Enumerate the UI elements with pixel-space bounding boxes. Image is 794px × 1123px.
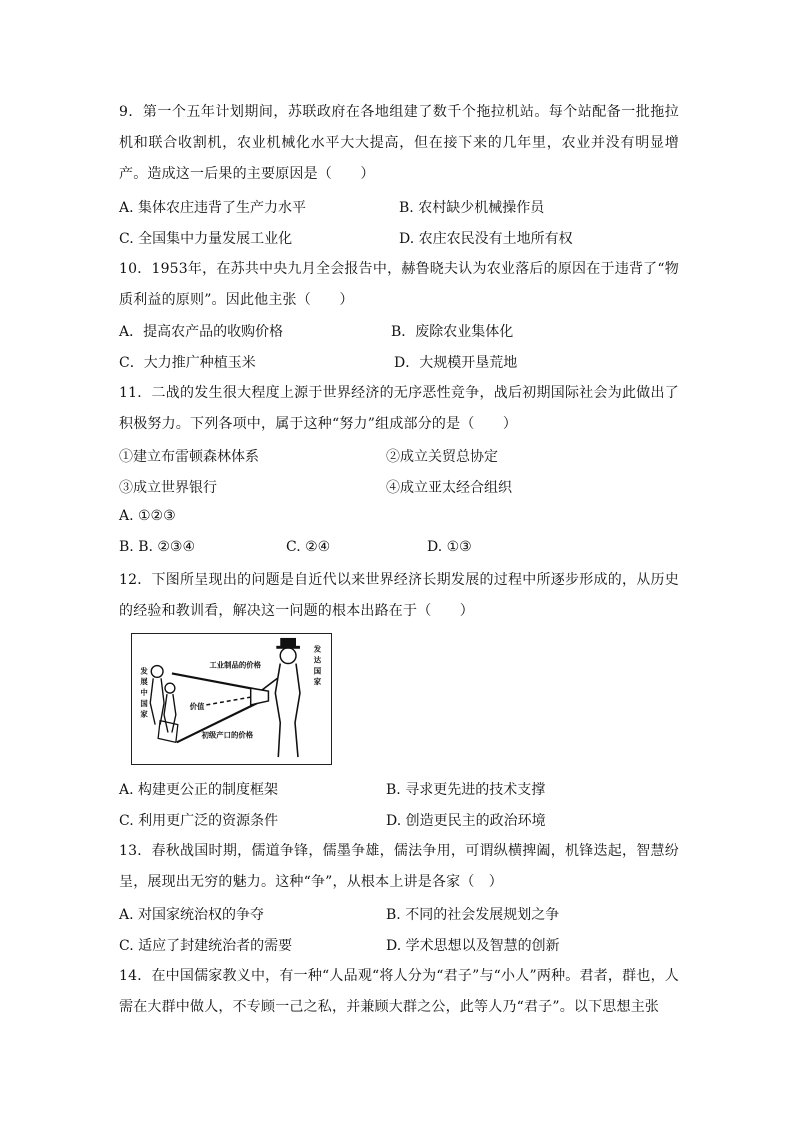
figure-label-developed: 发达国家 [313,644,322,687]
q11-item-2: ②成立关贸总协定 [386,449,498,465]
q9-option-d: D. 农庄农民没有土地所有权 [399,231,573,247]
q12-option-c: C. 利用更广泛的资源条件 [119,813,279,829]
q12-option-b: B. 寻求更先进的技术支撑 [386,782,546,798]
q10-option-c: C．大力推广种植玉米 [119,355,256,371]
q9-option-a: A. 集体农庄违背了生产力水平 [119,200,307,216]
question-10-stem: 10．1953年，在苏共中央九月全会报告中，赫鲁晓夫认为农业落后的原因在于违背了“物质利益的原则”。因此他主张（ ） [119,261,679,308]
q12-option-a: A. 构建更公正的制度框架 [119,782,279,798]
q11-item-4: ④成立亚太经合组织 [386,480,512,496]
q11-option-b: B. B. ②③④ [119,539,196,555]
figure-label-value: 价值 [189,701,205,711]
question-11-stem: 11．二战的发生很大程度上源于世界经济的无序恶性竞争，战后初期国际社会为此做出了积极努力。下列各项中，属于这种“努力”组成部分的是（ ） [119,385,679,432]
cartoon-drawing [132,634,331,764]
question-14-stem: 14．在中国儒家教义中，有一种“人品观“将人分为“君子”与“小人”两种。君者，群也，人需在大群中做人，不专顾一己之私，并兼顾大群之公，此等人乃“君子”。以下思想主张 [119,968,679,1015]
economy-cartoon-figure [131,633,332,765]
q11-item-1: ①建立布雷顿森林体系 [119,449,259,465]
q9-option-b: B. 农村缺少机械操作员 [399,200,545,216]
q13-option-d: D. 学术思想以及智慧的创新 [386,938,560,954]
q11-option-d: D. ①③ [427,539,472,555]
q13-option-b: B. 不同的社会发展规划之争 [386,907,560,923]
q10-option-b: B．废除农业集体化 [391,324,514,340]
q9-option-c: C. 全国集中力量发展工业化 [119,231,293,247]
question-12-stem: 12．下图所呈现出的问题是自近代以来世界经济长期发展的过程中所逐步形成的，从历史的经验和教训看，解决这一问题的根本出路在于（ ） [119,572,679,619]
figure-label-industrial-price: 工业制品的价格 [209,660,261,670]
q12-option-d: D. 创造更民主的政治环境 [386,813,546,829]
question-13-stem: 13．春秋战国时期，儒道争锋，儒墨争雄，儒法争用，可谓纵横捭阖，机锋迭起，智慧纷呈，展现出无穷的魅力。这种“争”，从根本上讲是各家（ ） [119,843,679,890]
q11-option-c: C. ②④ [286,539,331,555]
q10-option-d: D．大规模开垦荒地 [394,355,518,371]
figure-label-primary-price: 初级产口的价格 [201,730,254,740]
q10-option-a: A．提高农产品的收购价格 [119,324,284,340]
question-9-stem: 9．第一个五年计划期间，苏联政府在各地组建了数千个拖拉机站。每个站配备一批拖拉机和联合收割机，农业机械化水平大大提高，但在接下来的几年里，农业并没有明显增产。造成这一后果的主要原因是（ ） [119,104,679,182]
q13-option-c: C. 适应了封建统治者的需要 [119,938,293,954]
q11-item-3: ③成立世界银行 [119,480,217,496]
figure-label-developing: 发展中国家 [140,666,148,719]
q13-option-a: A. 对国家统治权的争夺 [119,907,265,923]
q11-option-a: A. ①②③ [119,508,176,524]
